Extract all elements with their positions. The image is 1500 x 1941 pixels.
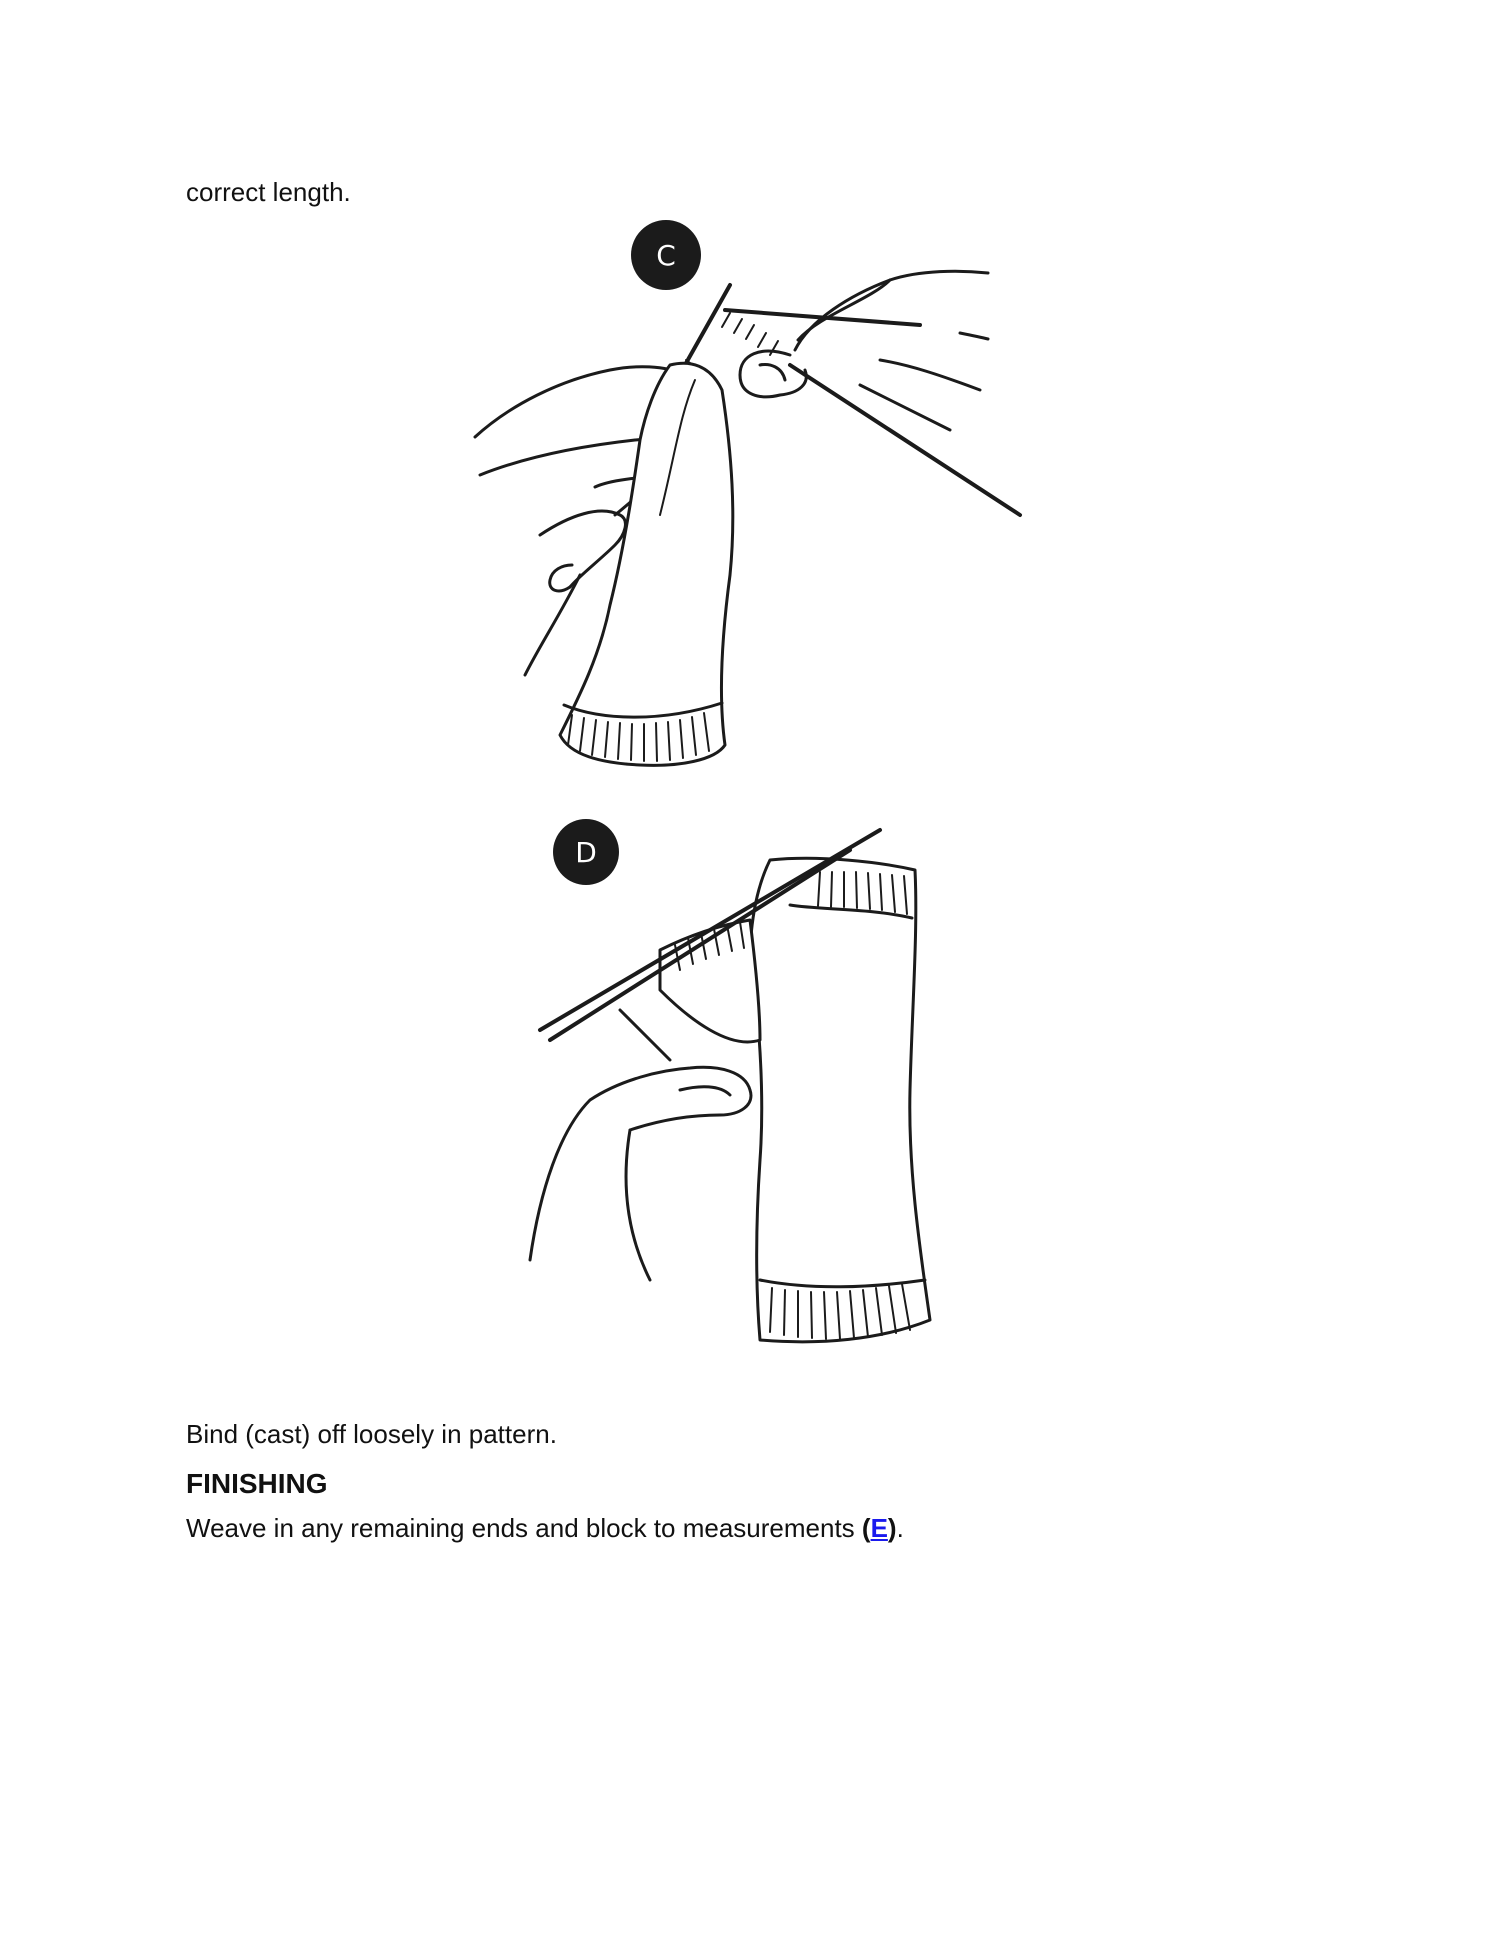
figure-reference xyxy=(862,1513,897,1543)
badge-label-d: D xyxy=(575,836,597,869)
bind-off-instruction: Bind (cast) off loosely in pattern. xyxy=(186,1419,557,1449)
intro-text: correct length. xyxy=(186,177,351,207)
finishing-text: Weave in any remaining ends and block to measurements xyxy=(186,1513,862,1543)
knitting-hands-illustration xyxy=(460,215,1050,795)
figure-c-illustration xyxy=(460,215,1050,795)
finishing-instruction xyxy=(186,1512,904,1544)
finishing-heading: FINISHING xyxy=(186,1468,328,1499)
figure-d-illustration xyxy=(520,810,1000,1390)
figure-badge-d xyxy=(553,819,619,885)
folded-sock-illustration xyxy=(520,810,1000,1390)
figure-badge-c xyxy=(631,220,701,290)
figure-e-link[interactable]: E xyxy=(870,1513,888,1543)
badge-label-c: C xyxy=(656,239,676,272)
finishing-period: . xyxy=(896,1513,904,1543)
reference-open-paren: ( xyxy=(861,1513,871,1543)
reference-close-paren: ) xyxy=(887,1513,897,1543)
